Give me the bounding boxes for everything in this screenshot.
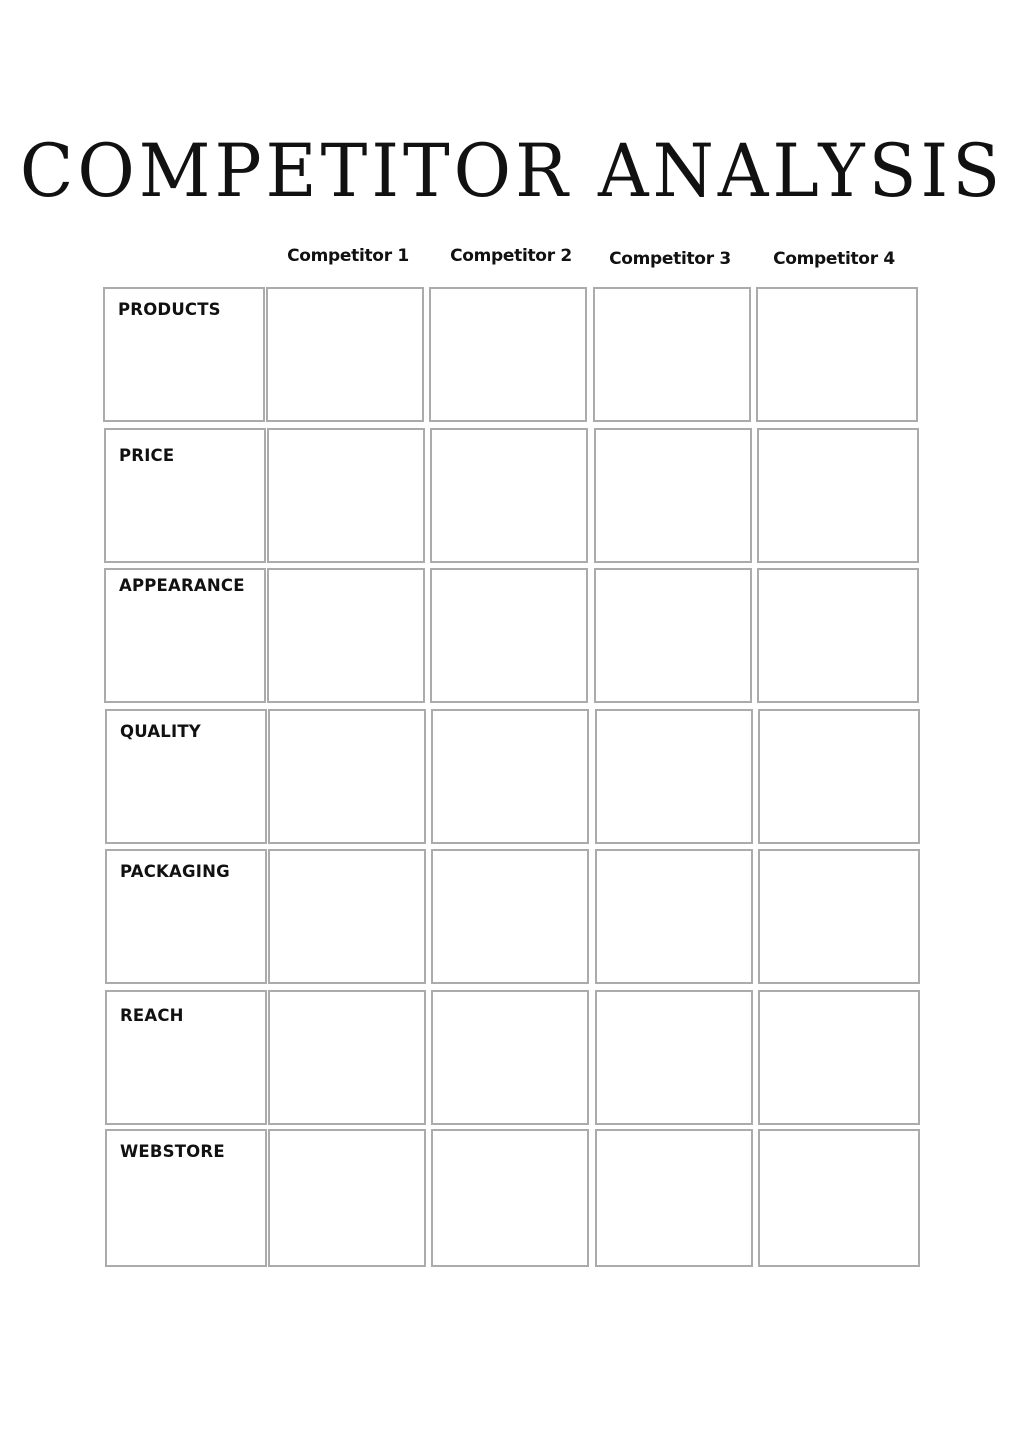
row-label-cell — [105, 990, 267, 1125]
table-cell[interactable] — [756, 287, 918, 422]
table-row-packaging — [0, 849, 1024, 989]
row-label-cell — [103, 287, 265, 422]
row-label: APPEARANCE — [119, 576, 245, 595]
table-cell[interactable] — [431, 849, 589, 984]
table-row-appearance — [0, 568, 1024, 708]
table-cell[interactable] — [757, 428, 919, 563]
row-label: PACKAGING — [120, 862, 230, 881]
table-cell[interactable] — [595, 709, 753, 844]
row-label: WEBSTORE — [120, 1142, 225, 1161]
row-label-cell — [105, 709, 267, 844]
table-row-reach — [0, 990, 1024, 1130]
column-header-competitor-3: Competitor 3 — [609, 249, 731, 269]
row-label: QUALITY — [120, 722, 201, 741]
table-cell[interactable] — [594, 428, 752, 563]
table-cell[interactable] — [594, 568, 752, 703]
table-cell[interactable] — [593, 287, 751, 422]
row-label-cell — [105, 1129, 267, 1267]
table-cell[interactable] — [268, 990, 426, 1125]
table-cell[interactable] — [758, 709, 920, 844]
page-title: COMPETITOR ANALYSIS — [19, 127, 1005, 214]
table-row-quality — [0, 709, 1024, 849]
table-cell[interactable] — [267, 568, 425, 703]
table-cell[interactable] — [266, 287, 424, 422]
table-cell[interactable] — [758, 990, 920, 1125]
table-cell[interactable] — [431, 1129, 589, 1267]
table-cell[interactable] — [429, 287, 587, 422]
table-cell[interactable] — [595, 990, 753, 1125]
table-cell[interactable] — [268, 709, 426, 844]
column-header-competitor-1: Competitor 1 — [287, 246, 409, 266]
column-header-competitor-4: Competitor 4 — [773, 249, 895, 269]
row-label: PRICE — [119, 446, 175, 465]
column-header-competitor-2: Competitor 2 — [450, 246, 572, 266]
table-row-webstore — [0, 1129, 1024, 1269]
row-label-cell — [104, 568, 266, 703]
table-cell[interactable] — [430, 428, 588, 563]
table-cell[interactable] — [758, 849, 920, 984]
row-label: REACH — [120, 1006, 184, 1025]
table-cell[interactable] — [431, 709, 589, 844]
table-cell[interactable] — [267, 428, 425, 563]
table-cell[interactable] — [268, 849, 426, 984]
row-label: PRODUCTS — [118, 300, 221, 319]
table-cell[interactable] — [595, 849, 753, 984]
table-cell[interactable] — [431, 990, 589, 1125]
table-cell[interactable] — [430, 568, 588, 703]
table-cell[interactable] — [757, 568, 919, 703]
table-cell[interactable] — [268, 1129, 426, 1267]
table-row-products — [0, 287, 1024, 427]
row-label-cell — [104, 428, 266, 563]
table-cell[interactable] — [758, 1129, 920, 1267]
table-cell[interactable] — [595, 1129, 753, 1267]
table-row-price — [0, 428, 1024, 568]
row-label-cell — [105, 849, 267, 984]
